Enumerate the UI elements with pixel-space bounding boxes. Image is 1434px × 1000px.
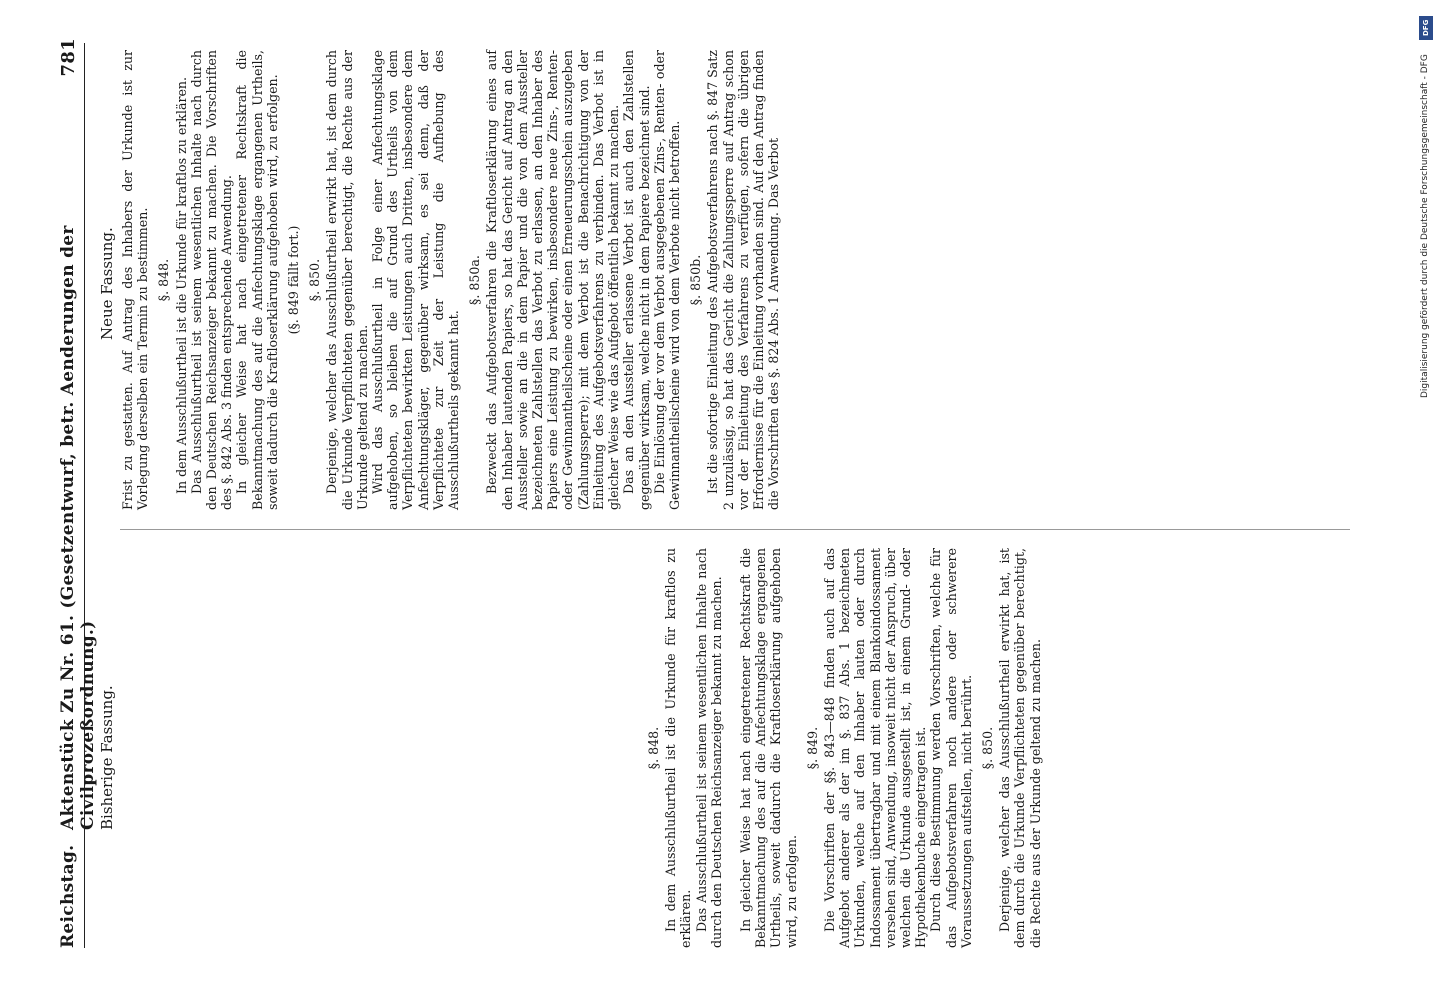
left-column [120,548,1043,948]
header-reichstag: Reichstag. [58,844,78,948]
right-s850-title: §. 850. [307,258,323,302]
left-s848-p1: In dem Ausschlußurtheil ist die Urkunde für kraftlos zu erklären. [663,548,694,948]
right-s850-p1: Derjenige, welcher das Ausschlußurtheil erwirkt hat, ist dem durch die Urkunde Verpflichteten gegenüber berechtigt, die Rechte aus der Urkunde geltend zu machen. [324,50,370,510]
left-s849-p2: Durch diese Bestimmung werden Vorschriften, welche für das Aufgebotsverfahren noch andere oder schwerere Voraussetzungen aufstellen, nicht berührt. [928,548,974,948]
credit-text: Digitalisierung gefördert durch die Deutsche Forschungsgemeinschaft - DFG [1420,54,1430,398]
right-column [120,50,781,510]
right-s850a-p2: Das an den Aussteller erlassene Verbot ist auch den Zahlstellen gegenüber wirksam, welche nicht in dem Papiere bezeichnet sind. [621,50,652,510]
right-s850b-p1: Ist die sofortige Einleitung des Aufgebotsverfahrens nach §. 847 Satz 2 unzulässig, so hat das Gericht die Zahlungssperre auf Antrag schon vor der Einleitung des Verfahrens zu verfügen, sofern die übrigen Erfordernisse für die Einleitung vorhanden sind. Auf den Antrag finden die Vorschriften des §. 824 Abs. 1 Anwendung. Das Verbot [705,50,782,510]
left-s850-title: §. 850. [980,726,996,770]
right-s848-p1: In dem Ausschlußurtheil ist die Urkunde für kraftlos zu erklären. [173,76,189,494]
left-spacer [120,548,640,948]
dfg-logo: DFG [1419,16,1433,40]
right-s850b-title: §. 850b. [688,254,704,306]
left-s848-title: §. 848. [646,726,661,770]
left-s850-p1: Derjenige, welcher das Ausschlußurtheil erwirkt hat, ist dem durch die Urkunde Verpflichteten gegenüber berechtigt, die Rechte aus der Urkunde geltend zu machen. [997,548,1043,948]
left-s849-title: §. 849. [804,726,820,770]
left-s849-p1: Die Vorschriften der §§. 843—848 finden auch auf das Aufgebot anderer als der im §. 837 Abs. 1 bezeichneten Urkunden, welche auf den Inhaber lauten oder durch Indossament übertragbar und mit einem Blankoindossament versehen sind, Anwendung, insoweit nicht der Anspruch, über welchen die Urkunde ausgestellt ist, in einem Grund- oder Hypothekenbuche eingetragen ist. [822,548,929,948]
right-intro: Frist zu gestatten. Auf Antrag des Inhabers der Urkunde ist zur Vorlegung derselben ein Termin zu bestimmen. [120,50,151,510]
right-s850a-title: §. 850a. [467,255,483,305]
right-s848-p3: In gleicher Weise hat nach eingetretener Rechtskraft die Bekanntmachung des auf die Anfechtungsklage ergangenen Urtheils, soweit dadurch die Kraftloserklärung aufgehoben wird, zu erfolgen. [234,50,280,510]
left-column-heading: Bisherige Fassung. [98,685,116,830]
right-s848-p2: Das Ausschlußurtheil ist seinem wesentlichen Inhalte nach durch den Deutschen Reichsanzeiger bekannt zu machen. Die Vorschriften des §. 842 Abs. 3 finden entsprechende Anwendung. [188,50,235,510]
right-s850-p2: Wird das Ausschlußurtheil in Folge einer Anfechtungsklage aufgehoben, so bleiben die auf Grund des Urtheils von dem Verpflichteten bewirkten Leistungen auch Dritten, insbesondere dem Anfechtungskläger, gegenüber wirksam, es sei denn, daß der Verpflichtete zur Zeit der Leistung die Aufhebung des Ausschlußurtheils gekannt hat. [370,50,462,510]
column-divider [120,529,1350,530]
right-s850a-p1: Bezweckt das Aufgebotsverfahren die Kraftloserklärung eines auf den Inhaber lautenden Papiers, so hat das Gericht auf Antrag an den Aussteller sowie an die in dem Papier und die von dem Aussteller bezeichneten Zahlstellen das Verbot zu erlassen, an den Inhaber des Papiers eine Leistung zu bewirken, insbesondere neue Zins-, Renten- oder Gewinnantheilscheine oder einen Erneuerungsschein auszugeben (Zahlungssperre); mit dem Verbot ist die Benachrichtigung von der Einleitung des Aufgebotsverfahrens zu verbinden. Das Verbot ist in gleicher Weise wie das Aufgebot öffentlich bekannt zu machen. [484,50,622,510]
right-s848-title: §. 848. [156,258,172,302]
right-s849-note: (§. 849 fällt fort.) [286,225,302,335]
left-s848-p2: Das Ausschlußurtheil ist seinem wesentlichen Inhalte nach durch den Deutschen Reichsanzeiger bekannt zu machen. [693,548,724,948]
right-s850a-p3: Die Einlösung der vor dem Verbot ausgegebenen Zins-, Renten- oder Gewinnantheilscheine wird von dem Verbote nicht betroffen. [651,50,682,510]
right-column-heading: Neue Fassung. [98,227,116,340]
left-s848-p3: In gleicher Weise hat nach eingetretener Rechtskraft die Bekanntmachung des auf die Anfechtungsklage ergangenen Urtheils, soweit dadurch die Kraftloserklärung aufgehoben wird, zu erfolgen. [738,548,799,948]
header-rule [84,43,85,948]
digitization-credit [1418,8,1434,998]
header-title: Aktenstück Zu Nr. 61. (Gesetzentwurf, betr. Aenderungen der Civilprozeßordnung.) [58,225,98,830]
page-number: 781 [58,38,79,77]
